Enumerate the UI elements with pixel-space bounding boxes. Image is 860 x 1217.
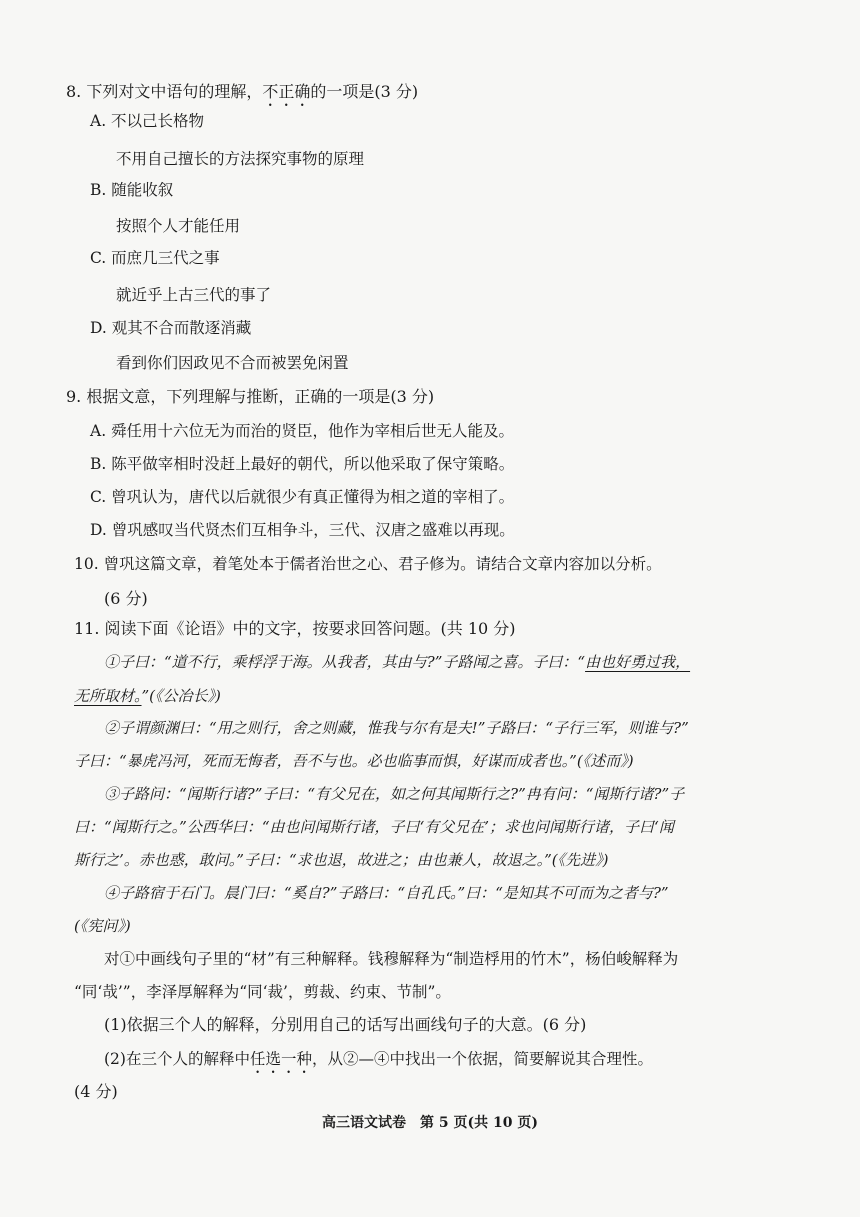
underlined-sentence-part-2: 无所取材。 xyxy=(74,687,142,705)
q9-option-b: B. 陈平做宰相时没赶上最好的朝代，所以他采取了保守策略。 xyxy=(90,455,515,473)
q11-passage-4-line-2: (《宪问》) xyxy=(74,917,131,935)
q8-option-c-explain: 就近乎上古三代的事了 xyxy=(116,286,272,304)
q11-sub2-emphasis: 任选一种 xyxy=(249,1050,312,1068)
q11-subquestion-2-score: (4 分) xyxy=(74,1082,118,1101)
q11-subquestion-2: (2)在三个人的解释中任选一种，从②—④中找出一个依据，简要解说其合理性。 xyxy=(104,1050,653,1068)
q9-stem: 9. 根据文意，下列理解与推断，正确的一项是(3 分) xyxy=(66,387,435,406)
q10-stem: 10. 曾巩这篇文章，着笔处本于儒者治世之心、君子修为。请结合文章内容加以分析。 xyxy=(74,555,662,573)
q11-stem: 11. 阅读下面《论语》中的文字，按要求回答问题。(共 10 分) xyxy=(74,619,516,638)
page-footer: 高三语文试卷 第 5 页(共 10 页) xyxy=(322,1115,538,1131)
q10-score: (6 分) xyxy=(104,589,148,608)
q8-option-d-explain: 看到你们因政见不合而被罢免闲置 xyxy=(116,354,349,372)
q11-passage-2-line-1: ②子谓颜渊曰：“用之则行，舍之则藏，惟我与尔有是夫!”子路曰：“子行三军，则谁与?” xyxy=(104,719,689,737)
q11-passage-3-line-1: ③子路问：“闻斯行诸?”子曰：“有父兄在，如之何其闻斯行之?”冉有问：“闻斯行诸?”子 xyxy=(104,785,685,803)
q11-subquestion-1: (1)依据三个人的解释，分别用自己的话写出画线句子的大意。(6 分) xyxy=(104,1015,587,1034)
q9-option-c: C. 曾巩认为，唐代以后就很少有真正懂得为相之道的宰相了。 xyxy=(90,488,515,506)
q11-passage-3-line-3: 斯行之’。赤也惑，敢问。”子曰：“求也退，故进之；由也兼人，故退之。”(《先进》) xyxy=(74,851,609,869)
underlined-sentence-part-1: 由也好勇过我， xyxy=(585,653,691,671)
q8-option-a: A. 不以己长格物 xyxy=(90,112,205,130)
q8-option-b: B. 随能收叙 xyxy=(90,181,174,199)
q8-option-c: C. 而庶几三代之事 xyxy=(90,249,220,267)
q8-stem: 8. 下列对文中语句的理解，不正确的一项是(3 分) xyxy=(66,82,419,101)
q11-passage-4-line-1: ④子路宿于石门。晨门曰：“奚自?”子路曰：“自孔氏。”曰：“是知其不可而为之者与?” xyxy=(104,884,669,902)
q11-passage-2-line-2: 子曰：“暴虎冯河，死而无悔者，吾不与也。必也临事而惧，好谋而成者也。”(《述而》) xyxy=(74,752,634,770)
q11-passage-1-line-1: ①子曰：“道不行，乘桴浮于海。从我者，其由与?”子路闻之喜。子曰：“由也好勇过我， xyxy=(104,653,691,671)
q11-passage-1-line-2: 无所取材。”(《公冶长》) xyxy=(74,687,221,705)
q11-note-line-2: “同‘哉’”，李泽厚解释为“同‘裁’，剪裁、约束、节制”。 xyxy=(74,983,451,1001)
q8-option-b-explain: 按照个人才能任用 xyxy=(116,217,241,235)
q11-note-line-1: 对①中画线句子里的“材”有三种解释。钱穆解释为“制造桴用的竹木”，杨伯峻解释为 xyxy=(104,950,679,968)
q8-emphasis: 不正确 xyxy=(262,82,311,101)
q8-option-d: D. 观其不合而散逐消藏 xyxy=(90,319,252,337)
q9-option-a: A. 舜任用十六位无为而治的贤臣，他作为宰相后世无人能及。 xyxy=(90,422,515,440)
q8-option-a-explain: 不用自己擅长的方法探究事物的原理 xyxy=(116,150,365,168)
q9-option-d: D. 曾巩感叹当代贤杰们互相争斗，三代、汉唐之盛难以再现。 xyxy=(90,521,515,539)
q11-passage-3-line-2: 曰：“闻斯行之。”公西华曰：“由也问闻斯行诸，子曰‘有父兄在’；求也问闻斯行诸，子曰‘闻 xyxy=(74,818,674,836)
